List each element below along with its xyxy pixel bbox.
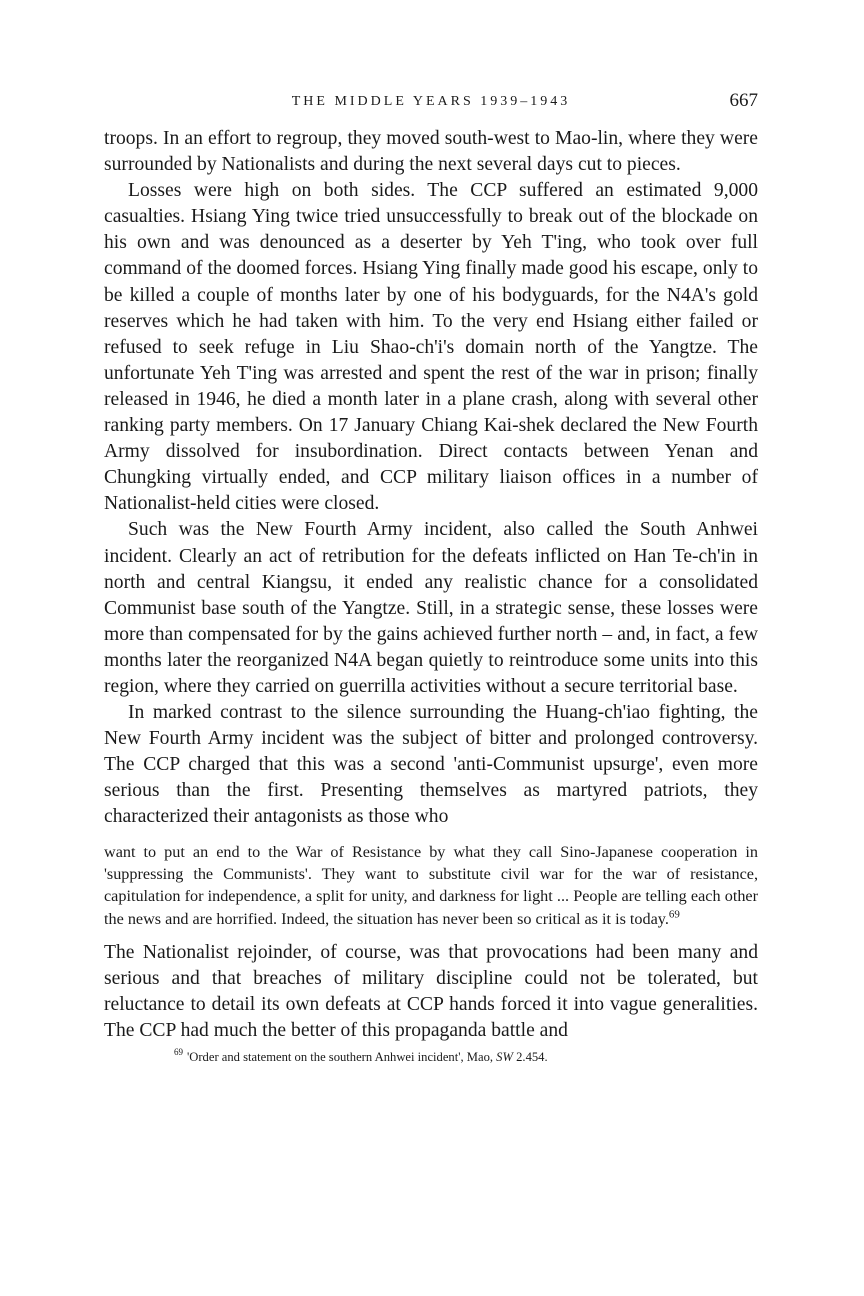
paragraph-rejoinder: The Nationalist rejoinder, of course, was that provocations had been many and serious and that breaches of military discipline could not be tolerated, but reluctance to detail its own defeats at CCP hands forced it into vague generalities. The CCP had much the better of this propaganda battle and <box>104 942 758 1042</box>
paragraph-losses: Losses were high on both sides. The CCP suffered an estimated 9,000 casualties. Hsiang Ying twice tried unsuccessfully to break out of the blockade on his own and was denounced as a deserter by Yeh T'ing, who took over full command of the doomed forces. Hsiang Ying finally made good his escape, only to be killed a couple of months later by one of his bodyguards, for the N4A's gold reserves which he had taken with him. To the very end Hsiang either failed or refused to seek refuge in Liu Shao-ch'i's domain north of the Yangtze. The unfortunate Yeh T'ing was arrested and spent the rest of the war in prison; finally released in 1946, he died a month later in a plane crash, along with several other ranking party members. On 17 January Chiang Kai-shek declared the New Fourth Army dissolved for insubordination. Direct contacts between Yenan and Chungking virtually ended, and CCP military liaison offices in a number of Nationalist-held cities were closed. <box>104 180 758 515</box>
footnote-mark: 69 <box>174 1047 183 1058</box>
quote-text: want to put an end to the War of Resistance by what they call Sino-Japanese cooperation in 'suppressing the Communists'. They want to substitute civil war for the war of resistance, capitulation for independence, a split for unity, and darkness for light ... People are telling each other the news and are horrified. Indeed, the situation has never been so critical as it is today. <box>104 842 758 928</box>
footnote-source: SW <box>496 1049 513 1064</box>
paragraph-continued: troops. In an effort to regroup, they moved south-west to Mao-lin, where they were surrounded by Nationalists and during the next several days cut to pieces. <box>104 128 758 176</box>
footnote-reference: 69 <box>668 908 680 921</box>
body-text <box>104 126 758 831</box>
running-head <box>104 86 758 126</box>
paragraph-incident: Such was the New Fourth Army incident, also called the South Anhwei incident. Clearly an act of retribution for the defeats inflicted on Han Te-ch'in in north and central Kiangsu, it ended any realistic chance for a consolidated Communist base south of the Yangtze. Still, in a strategic sense, these losses were more than compensated for by the gains achieved further north – and, in fact, a few months later the reorganized N4A began quietly to reintroduce some units into this region, where they carried on guerrilla activities without a secure territorial base. <box>104 519 758 697</box>
body-text-closing <box>104 940 758 1044</box>
paragraph-controversy: In marked contrast to the silence surrounding the Huang-ch'iao fighting, the New Fourth Army incident was the subject of bitter and prolonged controversy. The CCP charged that this was a second 'anti-Communist upsurge', even more serious than the first. Presenting themselves as martyred patriots, they characterized their antagonists as those who <box>104 702 758 828</box>
page-number: 667 <box>729 90 758 111</box>
footnote-pages: 2.454. <box>512 1049 548 1064</box>
footnote-text: 'Order and statement on the southern Anhwei incident', Mao, <box>187 1049 497 1064</box>
book-page <box>104 86 758 1065</box>
running-title: THE MIDDLE YEARS 1939–1943 <box>291 94 571 109</box>
block-quote <box>104 841 758 931</box>
footnote <box>104 1049 758 1065</box>
